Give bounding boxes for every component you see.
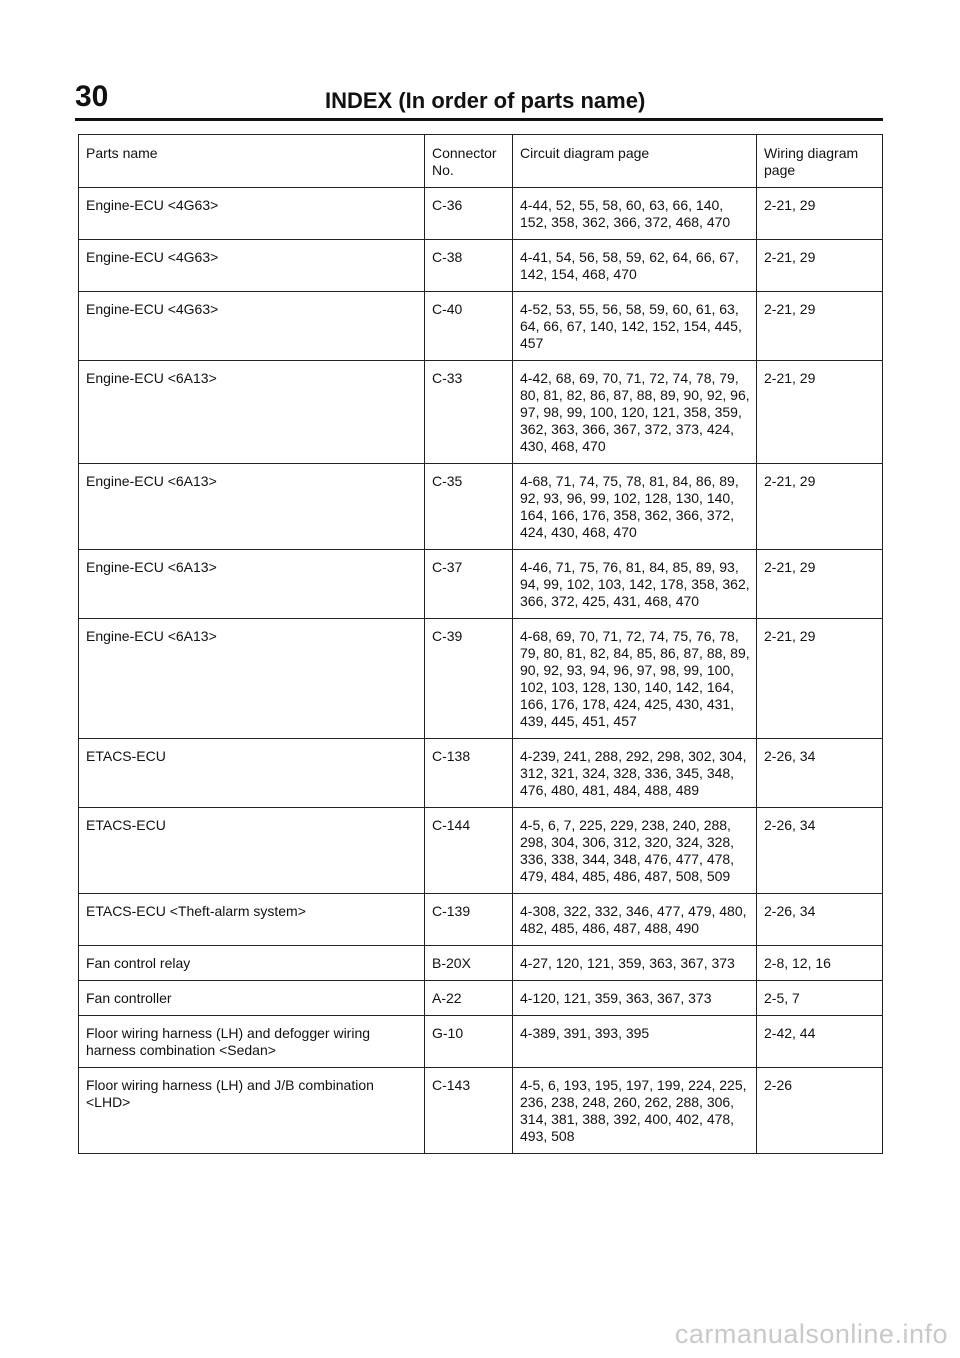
parts-index-table bbox=[78, 134, 883, 1154]
connector-cell: C-138 bbox=[425, 739, 513, 808]
wiring-pages-cell: 2-21, 29 bbox=[757, 240, 883, 292]
part-name-cell: Floor wiring harness (LH) and defogger wiring harness combination <Sedan> bbox=[79, 1016, 425, 1068]
page-number: 30 bbox=[75, 80, 109, 113]
wiring-pages-cell: 2-26, 34 bbox=[757, 808, 883, 894]
part-name-cell: ETACS-ECU bbox=[79, 739, 425, 808]
header-connector-no: Connector No. bbox=[425, 135, 513, 188]
connector-cell: C-144 bbox=[425, 808, 513, 894]
header-parts-name: Parts name bbox=[79, 135, 425, 188]
connector-cell: C-36 bbox=[425, 188, 513, 240]
circuit-pages-cell: 4-308, 322, 332, 346, 477, 479, 480, 482, 485, 486, 487, 488, 490 bbox=[513, 894, 757, 946]
table-row bbox=[79, 981, 883, 1016]
wiring-pages-cell: 2-21, 29 bbox=[757, 619, 883, 739]
table-row bbox=[79, 894, 883, 946]
circuit-pages-cell: 4-5, 6, 193, 195, 197, 199, 224, 225, 236, 238, 248, 260, 262, 288, 306, 314, 381, 388, 392, 400, 402, 478, 493, 508 bbox=[513, 1068, 757, 1154]
connector-cell: C-35 bbox=[425, 464, 513, 550]
connector-cell: C-33 bbox=[425, 361, 513, 464]
circuit-pages-cell: 4-239, 241, 288, 292, 298, 302, 304, 312, 321, 324, 328, 336, 345, 348, 476, 480, 481, 484, 488, 489 bbox=[513, 739, 757, 808]
connector-cell: G-10 bbox=[425, 1016, 513, 1068]
part-name-cell: Engine-ECU <4G63> bbox=[79, 240, 425, 292]
table-row bbox=[79, 240, 883, 292]
table-row bbox=[79, 361, 883, 464]
wiring-pages-cell: 2-21, 29 bbox=[757, 292, 883, 361]
table-row bbox=[79, 188, 883, 240]
wiring-pages-cell: 2-26, 34 bbox=[757, 739, 883, 808]
part-name-cell: Engine-ECU <6A13> bbox=[79, 464, 425, 550]
wiring-pages-cell: 2-26 bbox=[757, 1068, 883, 1154]
wiring-pages-cell: 2-21, 29 bbox=[757, 361, 883, 464]
connector-cell: C-40 bbox=[425, 292, 513, 361]
circuit-pages-cell: 4-389, 391, 393, 395 bbox=[513, 1016, 757, 1068]
part-name-cell: Engine-ECU <6A13> bbox=[79, 550, 425, 619]
wiring-pages-cell: 2-26, 34 bbox=[757, 894, 883, 946]
connector-cell: B-20X bbox=[425, 946, 513, 981]
part-name-cell: Engine-ECU <4G63> bbox=[79, 292, 425, 361]
table-row bbox=[79, 619, 883, 739]
table-row bbox=[79, 1068, 883, 1154]
header-circuit-diagram-page: Circuit diagram page bbox=[513, 135, 757, 188]
table-row bbox=[79, 808, 883, 894]
wiring-pages-cell: 2-42, 44 bbox=[757, 1016, 883, 1068]
circuit-pages-cell: 4-120, 121, 359, 363, 367, 373 bbox=[513, 981, 757, 1016]
part-name-cell: ETACS-ECU <Theft-alarm system> bbox=[79, 894, 425, 946]
watermark: carmanualsonline.info bbox=[674, 1319, 948, 1349]
wiring-pages-cell: 2-8, 12, 16 bbox=[757, 946, 883, 981]
connector-cell: A-22 bbox=[425, 981, 513, 1016]
circuit-pages-cell: 4-41, 54, 56, 58, 59, 62, 64, 66, 67, 142, 154, 468, 470 bbox=[513, 240, 757, 292]
header-divider bbox=[75, 118, 883, 121]
table-row bbox=[79, 946, 883, 981]
table-row bbox=[79, 464, 883, 550]
part-name-cell: Fan control relay bbox=[79, 946, 425, 981]
circuit-pages-cell: 4-68, 71, 74, 75, 78, 81, 84, 86, 89, 92, 93, 96, 99, 102, 128, 130, 140, 164, 166, 176, 358, 362, 366, 372, 424, 430, 468, 470 bbox=[513, 464, 757, 550]
table-row bbox=[79, 739, 883, 808]
part-name-cell: Engine-ECU <6A13> bbox=[79, 619, 425, 739]
table-header-row bbox=[79, 135, 883, 188]
part-name-cell: Engine-ECU <4G63> bbox=[79, 188, 425, 240]
circuit-pages-cell: 4-46, 71, 75, 76, 81, 84, 85, 89, 93, 94, 99, 102, 103, 142, 178, 358, 362, 366, 372, 425, 431, 468, 470 bbox=[513, 550, 757, 619]
wiring-pages-cell: 2-21, 29 bbox=[757, 550, 883, 619]
part-name-cell: Fan controller bbox=[79, 981, 425, 1016]
connector-cell: C-143 bbox=[425, 1068, 513, 1154]
circuit-pages-cell: 4-27, 120, 121, 359, 363, 367, 373 bbox=[513, 946, 757, 981]
table-row bbox=[79, 292, 883, 361]
table-row bbox=[79, 1016, 883, 1068]
circuit-pages-cell: 4-52, 53, 55, 56, 58, 59, 60, 61, 63, 64, 66, 67, 140, 142, 152, 154, 445, 457 bbox=[513, 292, 757, 361]
table-row bbox=[79, 550, 883, 619]
circuit-pages-cell: 4-68, 69, 70, 71, 72, 74, 75, 76, 78, 79, 80, 81, 82, 84, 85, 86, 87, 88, 89, 90, 92, 93, 94, 96, 97, 98, 99, 100, 102, 103, 128, 130, 140, 142, 164, 166, 176, 178, 424, 425, 430, 431, 439, 445, 451, 457 bbox=[513, 619, 757, 739]
circuit-pages-cell: 4-42, 68, 69, 70, 71, 72, 74, 78, 79, 80, 81, 82, 86, 87, 88, 89, 90, 92, 96, 97, 98, 99, 100, 120, 121, 358, 359, 362, 363, 366, 367, 372, 373, 424, 430, 468, 470 bbox=[513, 361, 757, 464]
circuit-pages-cell: 4-44, 52, 55, 58, 60, 63, 66, 140, 152, 358, 362, 366, 372, 468, 470 bbox=[513, 188, 757, 240]
header-wiring-diagram-page: Wiring diagram page bbox=[757, 135, 883, 188]
part-name-cell: Floor wiring harness (LH) and J/B combination <LHD> bbox=[79, 1068, 425, 1154]
wiring-pages-cell: 2-21, 29 bbox=[757, 188, 883, 240]
connector-cell: C-139 bbox=[425, 894, 513, 946]
connector-cell: C-39 bbox=[425, 619, 513, 739]
circuit-pages-cell: 4-5, 6, 7, 225, 229, 238, 240, 288, 298, 304, 306, 312, 320, 324, 328, 336, 338, 344, 348, 476, 477, 478, 479, 484, 485, 486, 487, 508, 509 bbox=[513, 808, 757, 894]
connector-cell: C-37 bbox=[425, 550, 513, 619]
wiring-pages-cell: 2-21, 29 bbox=[757, 464, 883, 550]
connector-cell: C-38 bbox=[425, 240, 513, 292]
part-name-cell: ETACS-ECU bbox=[79, 808, 425, 894]
part-name-cell: Engine-ECU <6A13> bbox=[79, 361, 425, 464]
wiring-pages-cell: 2-5, 7 bbox=[757, 981, 883, 1016]
page-title: INDEX (In order of parts name) bbox=[325, 88, 646, 113]
table-body bbox=[79, 188, 883, 1154]
